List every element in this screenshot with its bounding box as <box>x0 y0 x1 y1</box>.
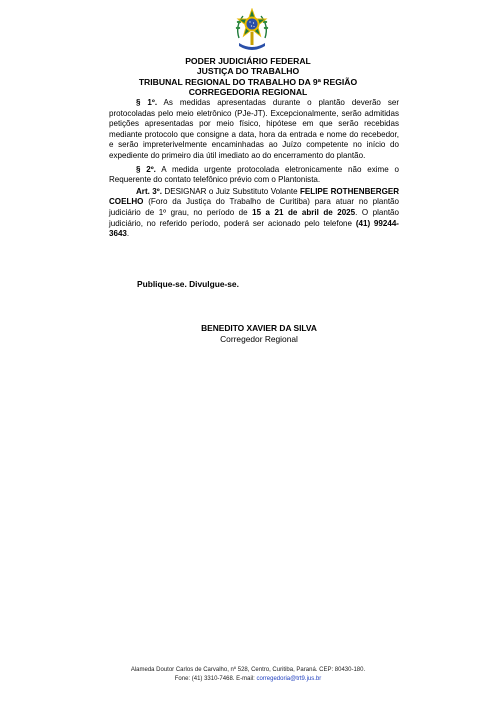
signer-role: Corregedor Regional <box>220 333 298 344</box>
paragraph-1 <box>109 98 399 162</box>
header-line-4: CORREGEDORIA REGIONAL <box>188 87 308 98</box>
paragraph-1-mark: § 1º. <box>136 98 158 107</box>
signer-name: BENEDITO XAVIER DA SILVA <box>201 323 317 333</box>
publish-line: Publique-se. Divulgue-se. <box>137 279 239 289</box>
paragraph-3-mark: Art. 3º. <box>136 186 162 196</box>
paragraph-3-text-2: (Foro da Justiça do Trabalho de Curitiba) para atuar no plantão judiciário de 1º grau, no período de <box>109 197 399 217</box>
header-line-2: JUSTIÇA DO TRABALHO <box>196 66 300 77</box>
paragraph-2-text: A medida urgente protocolada eletronicamente não exime o Requerente do contato telefônico prévio com o Plantonista. <box>109 164 399 185</box>
paragraph-3 <box>109 187 399 240</box>
paragraph-2 <box>109 165 399 186</box>
paragraph-2-mark: § 2º. <box>136 164 156 174</box>
footer-contact <box>0 675 496 684</box>
brazil-coat-of-arms-icon <box>233 8 271 54</box>
paragraph-1-text: As medidas apresentadas durante o plantão deverão ser protocoladas pelo meio eletrônico (PJe-JT). Excepcionalmente, serão admitidas petições apresentadas por meio físico, hipótese em que serão recebidas mediante protocolo que consigne a data, hora da entrada e nome do recebedor, e serão impreterivelmente encaminhadas ao Juízo competente no início do expediente do primeiro dia útil imediato ao do encerramento do plantão. <box>109 98 399 160</box>
paragraph-3-text-1: DESIGNAR o Juiz Substituto Volante <box>161 186 300 196</box>
footer-email-link[interactable]: corregedoria@trt9.jus.br <box>256 676 322 682</box>
plantao-phone: (41) 99244-3643 <box>109 218 399 239</box>
footer-phone: Fone: (41) 3310-7468. E-mail: <box>174 676 257 682</box>
paragraph-3-text-3: . O plantão judiciário, no referido período, poderá ser acionado pelo telefone <box>109 207 400 228</box>
header-line-1: PODER JUDICIÁRIO FEDERAL <box>185 56 311 66</box>
header-line-3: TRIBUNAL REGIONAL DO TRABALHO DA 9ª REGIÃO <box>138 76 358 87</box>
signature-block <box>149 323 369 344</box>
document-header <box>0 56 496 98</box>
footer-address: Alameda Doutor Carlos de Carvalho, nº 528, Centro, Curitiba, Paraná. CEP: 80430-180. <box>130 667 366 673</box>
document-body <box>109 98 399 240</box>
plantao-period: 15 a 21 de abril de 2025 <box>252 207 356 217</box>
document-footer <box>0 666 496 684</box>
judge-name: FELIPE ROTHENBERGER COELHO <box>109 186 400 207</box>
paragraph-3-text-4: . <box>126 229 130 239</box>
